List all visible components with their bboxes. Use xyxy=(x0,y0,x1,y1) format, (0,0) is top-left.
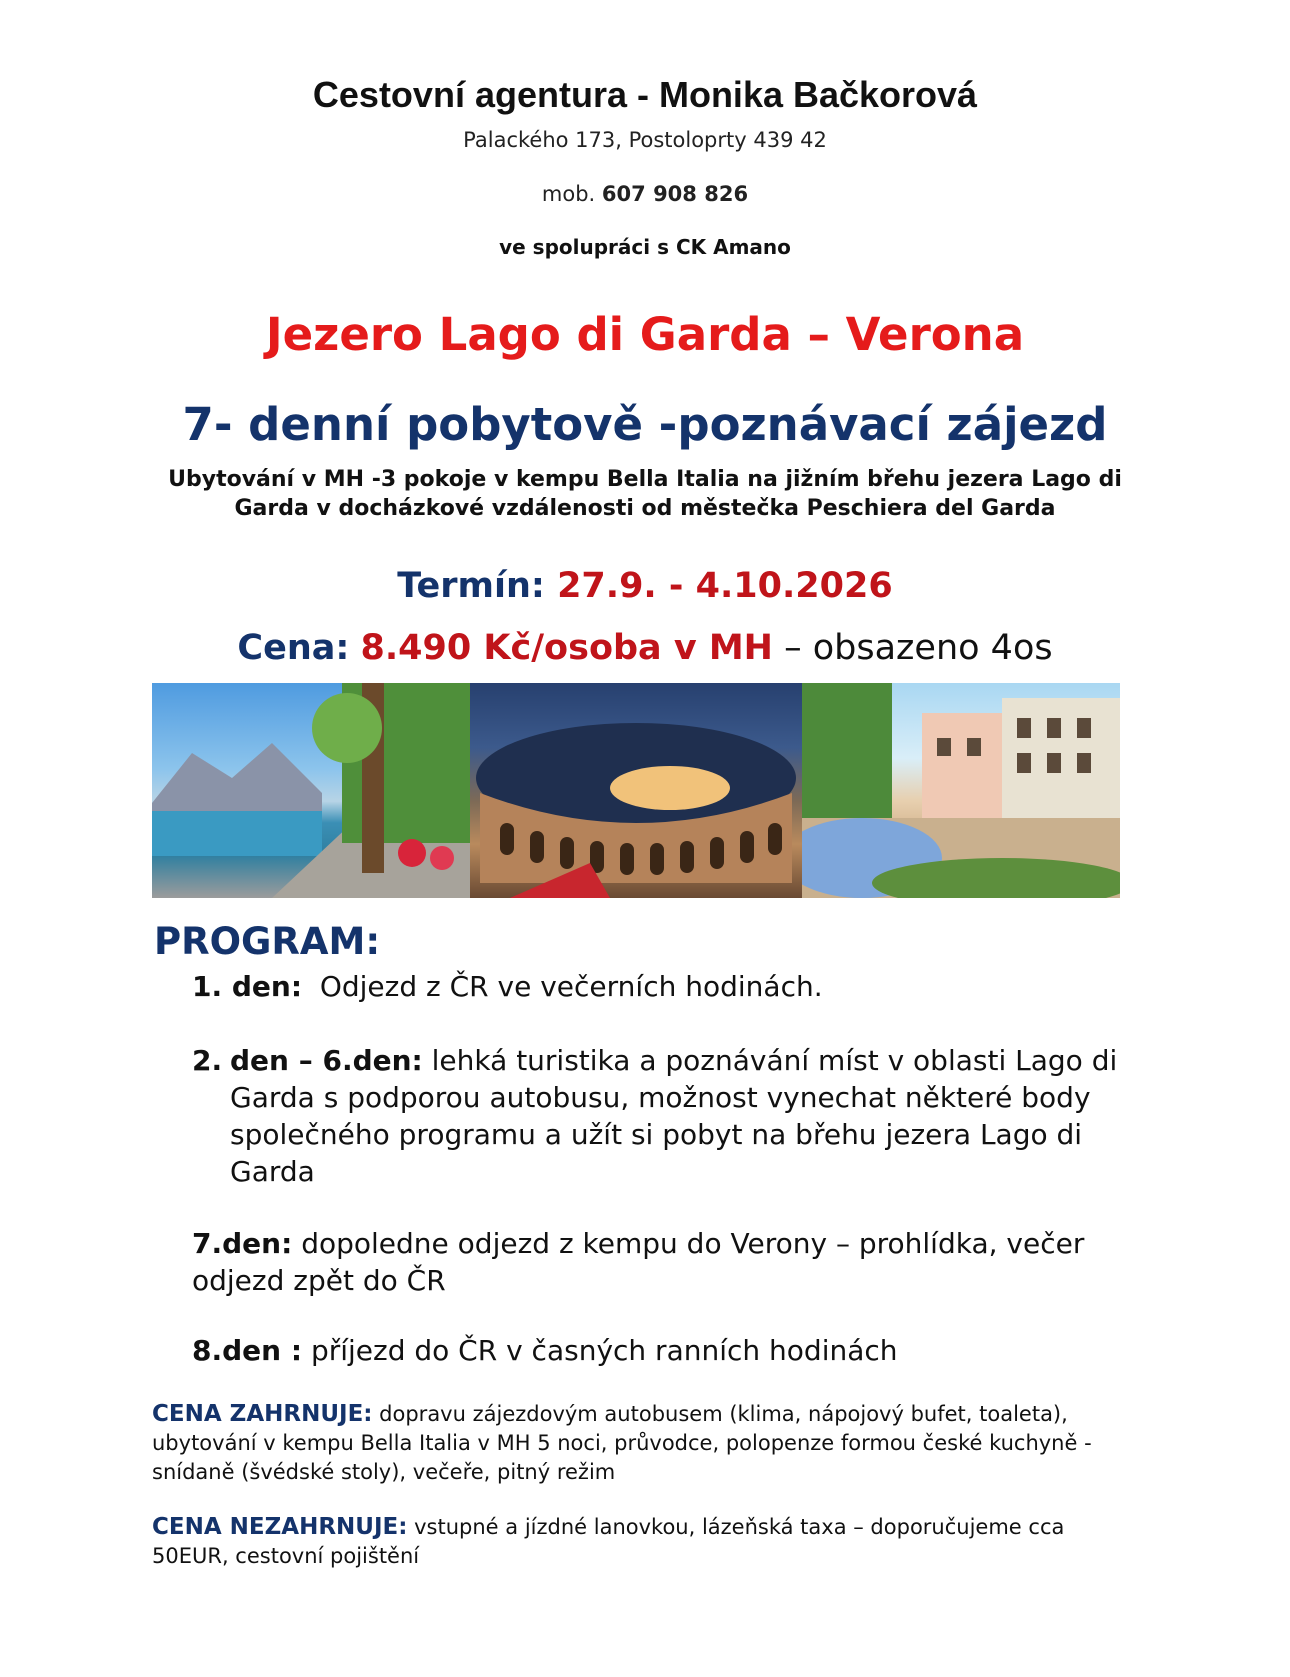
agency-name: Cestovní agentura - Monika Bačkorová xyxy=(312,74,978,115)
program-day-7 xyxy=(192,1225,1112,1299)
lake-scene-icon xyxy=(152,683,470,898)
program-day-text: lehká turistika a poznávání míst v oblasti Lago di Garda s podporou autobusu, možnost vynechat některé body společného programu a užít si pobyt na břehu jezera Lago di Garda xyxy=(230,1044,1118,1188)
verona-arena-photo xyxy=(470,683,802,898)
term-value: 27.9. - 4.10.2026 xyxy=(557,566,893,606)
program-day-2-6 xyxy=(192,1042,1122,1190)
program-day-label: 7.den: xyxy=(192,1227,293,1260)
program-day-text: dopoledne odjezd z kempu do Verony – prohlídka, večer odjezd zpět do ČR xyxy=(192,1227,1085,1297)
program-day-1 xyxy=(192,968,823,1005)
price-value: 8.490 Kč/osoba v MH xyxy=(360,628,773,668)
price-includes xyxy=(152,1400,1124,1487)
trip-subtitle: 7- denní pobytově -poznávací zájezd xyxy=(182,398,1108,451)
program-day-8 xyxy=(192,1332,898,1369)
program-day-text: příjezd do ČR v časných ranních hodinách xyxy=(310,1334,898,1367)
hotel-photo xyxy=(802,683,1120,898)
price-line xyxy=(0,628,1290,668)
accommodation-info: Ubytování v MH -3 pokoje v kempu Bella Italia na jižním břehu jezera Lago di Garda v docházkové vzdálenosti od městečka Peschiera del Garda xyxy=(168,467,1122,521)
program-day-text: Odjezd z ČR ve večerních hodinách. xyxy=(319,970,823,1003)
program-day-label: den – 6.den: xyxy=(230,1044,423,1077)
price-excludes xyxy=(152,1513,1124,1571)
program-day-label: 1. den: xyxy=(192,970,303,1003)
price-label: Cena: xyxy=(237,628,350,668)
agency-address: Palackého 173, Postoloprty 439 42 xyxy=(463,128,827,152)
price-includes-label: CENA ZAHRNUJE: xyxy=(152,1401,373,1427)
price-excludes-text: vstupné a jízdné lanovkou, lázeňská taxa – doporučujeme cca 50EUR, cestovní pojištění xyxy=(152,1515,1065,1568)
trip-title: Jezero Lago di Garda – Verona xyxy=(265,308,1025,361)
term-line xyxy=(0,566,1290,606)
phone-number: 607 908 826 xyxy=(601,182,749,206)
agency-phone xyxy=(0,182,1290,206)
term-label: Termín: xyxy=(397,566,545,606)
arena-scene-icon xyxy=(470,683,802,898)
phone-label: mob. xyxy=(541,182,596,206)
cooperation-note: ve spolupráci s CK Amano xyxy=(499,235,791,259)
price-excludes-label: CENA NEZAHRNUJE: xyxy=(152,1514,408,1540)
price-note: – obsazeno 4os xyxy=(784,628,1053,668)
photo-strip xyxy=(152,683,1120,898)
program-title: PROGRAM: xyxy=(154,920,381,963)
program-day-label: 8.den : xyxy=(192,1334,303,1367)
lake-photo xyxy=(152,683,470,898)
program-day-number: 2. xyxy=(192,1044,223,1077)
price-includes-text: dopravu zájezdovým autobusem (klima, nápojový bufet, toaleta), ubytování v kempu Bella Italia v MH 5 noci, průvodce, polopenze formou české kuchyně - snídaně (švédské stoly), večeře, pitný režim xyxy=(152,1402,1092,1484)
hotel-scene-icon xyxy=(802,683,1120,898)
